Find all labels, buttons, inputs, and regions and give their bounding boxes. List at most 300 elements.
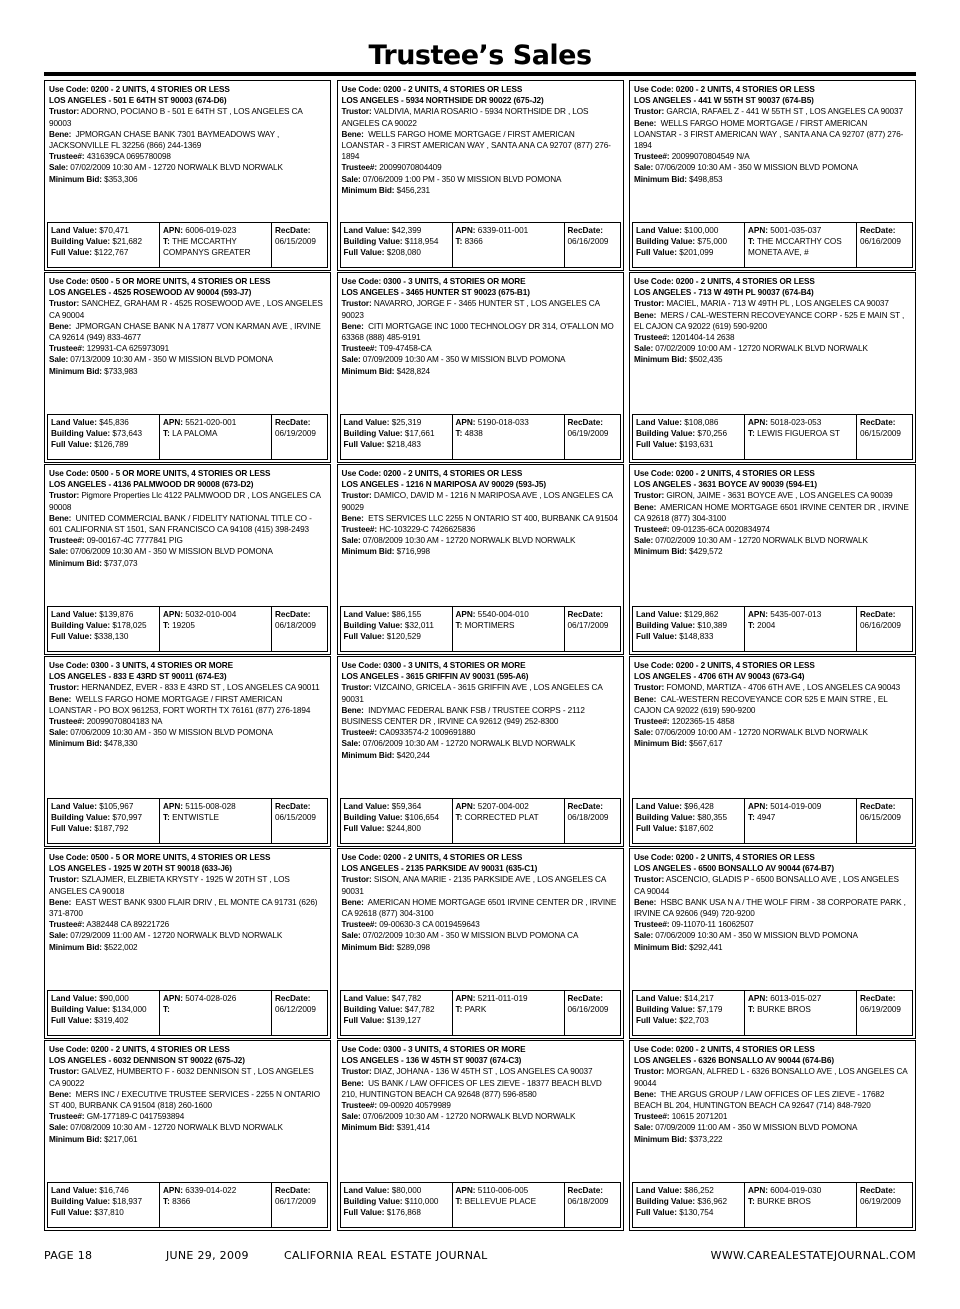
trustor-line bbox=[49, 1066, 326, 1088]
listing-values bbox=[632, 798, 913, 844]
full-label: Full Value: bbox=[636, 248, 677, 258]
land-label: Land Value: bbox=[51, 1186, 97, 1195]
apn-column bbox=[160, 799, 272, 843]
values-column bbox=[48, 415, 160, 459]
apn-label: APN: bbox=[748, 418, 769, 427]
listing-values bbox=[340, 1182, 621, 1228]
trustor-label: Trustor: bbox=[634, 299, 665, 309]
use-code-label: Use Code: bbox=[341, 853, 382, 862]
trustor-value: ADORNO, POCIANO B - 501 E 64TH ST , LOS ANGELES CA 90003 bbox=[49, 107, 303, 128]
sale-label: Sale: bbox=[634, 163, 654, 173]
trustee-line bbox=[634, 919, 911, 930]
listing-card bbox=[629, 80, 916, 271]
bene-line bbox=[342, 321, 619, 343]
t-value: THE MCCARTHY COMPANYS GREATER bbox=[163, 237, 251, 258]
bene-line bbox=[49, 1089, 326, 1111]
full-value: $193,631 bbox=[679, 440, 714, 450]
address-line bbox=[49, 95, 326, 106]
min-bid-value: $567,617 bbox=[689, 739, 723, 749]
use-code-value: 0200 - 2 UNITS, 4 STORIES OR LESS bbox=[675, 853, 815, 862]
trustee-label: Trustee#: bbox=[634, 1112, 670, 1122]
min-bid-value: $498,853 bbox=[689, 174, 723, 184]
use-code-value: 0300 - 3 UNITS, 4 STORIES OR MORE bbox=[383, 661, 526, 670]
bene-value: EAST WEST BANK 9300 FLAIR DRIV , EL MONTE CA 91731 (626) 371-8700 bbox=[49, 897, 318, 919]
apn-label: APN: bbox=[748, 610, 769, 619]
bene-label: Bene: bbox=[341, 897, 364, 907]
sale-line bbox=[49, 546, 326, 557]
full-value: $22,703 bbox=[679, 1016, 709, 1026]
values-column bbox=[341, 415, 453, 459]
apn-value: 5190-018-033 bbox=[477, 418, 529, 427]
listing-details bbox=[338, 465, 623, 606]
trustee-line bbox=[49, 716, 326, 727]
land-value: $96,428 bbox=[684, 802, 714, 811]
listing-values bbox=[632, 222, 913, 268]
land-label: Land Value: bbox=[636, 1186, 682, 1195]
apn-label: APN: bbox=[163, 226, 184, 235]
building-label: Building Value: bbox=[636, 1197, 696, 1207]
land-value: $25,319 bbox=[391, 418, 422, 427]
values-column bbox=[48, 607, 160, 651]
building-label: Building Value: bbox=[343, 429, 403, 439]
t-value: BURKE BROS bbox=[757, 1197, 811, 1207]
building-value: $70,256 bbox=[697, 429, 728, 439]
trustor-line bbox=[49, 106, 326, 128]
address-line bbox=[342, 863, 619, 874]
min-bid-label: Minimum Bid: bbox=[49, 1134, 102, 1144]
trustor-value: MACIEL, MARIA - 713 W 49TH PL , LOS ANGELES CA 90037 bbox=[666, 299, 889, 309]
trustor-value: VIZCAINO, GRICELA - 3615 GRIFFIN AVE , LOS ANGELES CA 90031 bbox=[341, 683, 603, 704]
full-label: Full Value: bbox=[636, 632, 677, 642]
t-label: T: bbox=[748, 1197, 755, 1207]
t-label: T: bbox=[455, 1197, 463, 1207]
listings-row bbox=[44, 272, 916, 463]
recdate-column bbox=[857, 607, 912, 651]
address-line bbox=[634, 863, 911, 874]
min-bid-line bbox=[634, 1134, 911, 1145]
use-code-value: 0200 - 2 UNITS, 4 STORIES OR LESS bbox=[383, 853, 523, 862]
values-column bbox=[633, 607, 745, 651]
bene-line bbox=[342, 129, 619, 163]
apn-column bbox=[160, 1183, 272, 1227]
sale-label: Sale: bbox=[634, 1123, 654, 1133]
land-label: Land Value: bbox=[343, 226, 390, 235]
land-value: $86,155 bbox=[391, 610, 422, 619]
listing-details bbox=[338, 849, 623, 990]
bene-value: MERS / CAL-WESTERN RECOVEYANCE CORP - 525 E MAIN ST , EL CAJON CA 92022 (619) 590-9200 bbox=[634, 310, 905, 331]
building-value: $106,654 bbox=[404, 813, 440, 823]
min-bid-value: $522,002 bbox=[104, 942, 138, 952]
use-code-value: 0500 - 5 OR MORE UNITS, 4 STORIES OR LESS bbox=[90, 469, 271, 478]
min-bid-label: Minimum Bid: bbox=[634, 739, 687, 749]
trustor-label: Trustor: bbox=[634, 491, 665, 501]
apn-label: APN: bbox=[455, 1186, 476, 1195]
bene-value: WELLS FARGO HOME MORTGAGE / FIRST AMERICAN LOANSTAR - 3 FIRST AMERICAN WAY , SANTA ANA CA 92707 (877) 276-1894 bbox=[634, 118, 904, 151]
bene-line bbox=[49, 321, 326, 343]
land-label: Land Value: bbox=[636, 802, 682, 811]
use-code-line bbox=[342, 276, 619, 287]
building-label: Building Value: bbox=[636, 237, 696, 247]
land-label: Land Value: bbox=[343, 610, 390, 619]
min-bid-value: $429,572 bbox=[689, 547, 723, 557]
apn-column bbox=[160, 991, 272, 1035]
apn-label: APN: bbox=[748, 994, 769, 1003]
t-label: T: bbox=[163, 429, 170, 439]
trustee-line bbox=[49, 535, 326, 546]
recdate-label: RecDate: bbox=[275, 1186, 311, 1195]
apn-value: 5074-028-026 bbox=[185, 994, 237, 1003]
sale-value: 07/06/2009 10:30 AM - 350 W MISSION BLVD POMONA bbox=[70, 547, 273, 557]
sale-value: 07/06/2009 10:30 AM - 350 W MISSION BLVD POMONA bbox=[655, 931, 858, 941]
trustee-line bbox=[342, 1100, 619, 1111]
sale-line bbox=[342, 1111, 619, 1122]
full-value: $120,529 bbox=[386, 632, 421, 642]
listing-card bbox=[629, 1040, 916, 1231]
use-code-value: 0200 - 2 UNITS, 4 STORIES OR LESS bbox=[675, 469, 815, 478]
building-value: $32,011 bbox=[404, 621, 434, 631]
sale-label: Sale: bbox=[634, 344, 654, 354]
trustor-value: DIAZ, JOHANA - 136 W 45TH ST , LOS ANGELES CA 90037 bbox=[373, 1067, 593, 1077]
land-value: $100,000 bbox=[684, 226, 719, 235]
sale-line bbox=[49, 727, 326, 738]
full-value: $218,483 bbox=[386, 440, 421, 450]
recdate-column bbox=[857, 223, 912, 267]
sale-line bbox=[634, 343, 911, 354]
building-label: Building Value: bbox=[636, 621, 696, 631]
listing-details bbox=[338, 1041, 623, 1182]
full-label: Full Value: bbox=[51, 632, 92, 642]
listing-card bbox=[337, 80, 624, 271]
t-value: LEWIS FIGUEROA ST bbox=[757, 429, 840, 439]
building-label: Building Value: bbox=[51, 621, 111, 631]
bene-value: ETS SERVICES LLC 2255 N ONTARIO ST 400, BURBANK CA 91504 bbox=[368, 513, 618, 523]
sale-line bbox=[49, 162, 326, 173]
address-value: LOS ANGELES - 1925 W 20TH ST 90018 (633-J6) bbox=[49, 864, 232, 874]
listing-card bbox=[629, 656, 916, 847]
recdate-column bbox=[565, 607, 620, 651]
recdate-label: RecDate: bbox=[860, 418, 896, 427]
trustor-line bbox=[49, 490, 326, 512]
values-column bbox=[48, 223, 160, 267]
min-bid-label: Minimum Bid: bbox=[634, 942, 687, 952]
min-bid-value: $456,231 bbox=[396, 185, 430, 195]
apn-value: 6006-019-023 bbox=[185, 226, 237, 235]
land-label: Land Value: bbox=[343, 802, 390, 811]
sale-value: 07/06/2009 10:30 AM - 12720 NORWALK BLVD NORWALK bbox=[362, 1112, 576, 1122]
min-bid-value: $420,244 bbox=[396, 750, 430, 760]
min-bid-line bbox=[634, 738, 911, 749]
recdate-label: RecDate: bbox=[275, 226, 311, 235]
trustor-value: GIRON, JAIME - 3631 BOYCE AVE , LOS ANGELES CA 90039 bbox=[666, 491, 893, 501]
trustee-line bbox=[634, 151, 911, 162]
recdate-label: RecDate: bbox=[275, 802, 311, 811]
min-bid-line bbox=[49, 558, 326, 569]
trustee-value: T09-47458-CA bbox=[379, 344, 432, 354]
min-bid-value: $373,222 bbox=[689, 1134, 723, 1144]
t-label: T: bbox=[748, 1005, 755, 1015]
bene-value: HSBC BANK USA N A / THE WOLF FIRM - 38 CORPORATE PARK , IRVINE CA 92606 (949) 720-9200 bbox=[634, 897, 906, 919]
listing-details bbox=[630, 273, 915, 414]
sale-line bbox=[634, 535, 911, 546]
recdate-column bbox=[272, 607, 327, 651]
bene-value: AMERICAN HOME MORTGAGE 6501 IRVINE CENTER DR , IRVINE CA 92618 (877) 304-3100 bbox=[341, 897, 617, 919]
full-label: Full Value: bbox=[51, 1016, 92, 1026]
use-code-line bbox=[634, 1044, 911, 1055]
bene-line bbox=[634, 694, 911, 716]
trustor-value: DAMICO, DAVID M - 1216 N MARIPOSA AVE , LOS ANGELES CA 90029 bbox=[341, 491, 613, 512]
min-bid-value: $289,098 bbox=[396, 942, 430, 952]
address-line bbox=[342, 287, 619, 298]
trustee-value: 09-01235-6CA 0020834974 bbox=[671, 525, 771, 535]
apn-label: APN: bbox=[455, 610, 476, 619]
listing-details bbox=[45, 657, 330, 798]
building-label: Building Value: bbox=[636, 1005, 696, 1015]
trustee-line bbox=[342, 162, 619, 173]
use-code-label: Use Code: bbox=[634, 853, 674, 862]
trustee-label: Trustee#: bbox=[634, 152, 670, 162]
sale-line bbox=[342, 930, 619, 941]
recdate-label: RecDate: bbox=[567, 1186, 603, 1195]
trustor-label: Trustor: bbox=[49, 299, 80, 309]
values-column bbox=[341, 991, 453, 1035]
recdate-value: 06/17/2009 bbox=[567, 621, 609, 631]
address-line bbox=[49, 479, 326, 490]
apn-value: 5001-035-037 bbox=[770, 226, 822, 235]
min-bid-line bbox=[342, 1122, 619, 1133]
address-value: LOS ANGELES - 2135 PARKSIDE AV 90031 (635-C1) bbox=[341, 864, 538, 874]
t-label: T: bbox=[455, 813, 463, 823]
address-value: LOS ANGELES - 3465 HUNTER ST 90023 (675-B1) bbox=[341, 288, 530, 298]
min-bid-value: $716,998 bbox=[396, 547, 430, 557]
recdate-label: RecDate: bbox=[860, 226, 896, 235]
use-code-line bbox=[49, 276, 326, 287]
sale-line bbox=[342, 174, 619, 185]
min-bid-line bbox=[49, 942, 326, 953]
land-value: $105,967 bbox=[99, 802, 134, 811]
full-value: $130,754 bbox=[679, 1208, 714, 1218]
full-label: Full Value: bbox=[51, 824, 92, 834]
use-code-label: Use Code: bbox=[341, 469, 382, 478]
sale-line bbox=[342, 354, 619, 365]
land-label: Land Value: bbox=[51, 802, 97, 811]
sale-label: Sale: bbox=[341, 739, 361, 749]
trustor-value: MORGAN, ALFRED L - 6326 BONSALLO AVE , LOS ANGELES CA 90044 bbox=[634, 1067, 908, 1088]
full-label: Full Value: bbox=[343, 824, 385, 834]
apn-column bbox=[453, 799, 565, 843]
recdate-column bbox=[272, 1183, 327, 1227]
trustor-value: Pigmore Properties Llc 4122 PALMWOOD DR , LOS ANGELES CA 90008 bbox=[49, 491, 321, 512]
use-code-label: Use Code: bbox=[634, 277, 674, 286]
min-bid-value: $217,061 bbox=[104, 1134, 138, 1144]
apn-label: APN: bbox=[455, 802, 476, 811]
bene-label: Bene: bbox=[634, 118, 657, 128]
recdate-column bbox=[857, 415, 912, 459]
trustor-line bbox=[634, 106, 911, 117]
full-value: $319,402 bbox=[94, 1016, 129, 1026]
bene-value: UNITED COMMERCIAL BANK / FIDELITY NATIONAL TITLE CO - 601 CALIFORNIA ST 1501, SAN FRANCISCO CA 94108 (415) 398-2493 bbox=[49, 513, 312, 535]
trustor-value: GALVEZ, HUMBERTO F - 6032 DENNISON ST , LOS ANGELES CA 90022 bbox=[49, 1067, 314, 1088]
sale-label: Sale: bbox=[49, 163, 69, 173]
apn-value: 5435-007-013 bbox=[770, 610, 822, 619]
building-label: Building Value: bbox=[343, 621, 403, 631]
trustor-line bbox=[49, 298, 326, 320]
building-value: $17,661 bbox=[404, 429, 435, 439]
full-value: $176,868 bbox=[386, 1208, 421, 1218]
land-value: $70,471 bbox=[99, 226, 129, 235]
apn-column bbox=[453, 415, 565, 459]
use-code-value: 0500 - 5 OR MORE UNITS, 4 STORIES OR LESS bbox=[90, 853, 271, 862]
address-line bbox=[342, 479, 619, 490]
full-label: Full Value: bbox=[636, 1208, 677, 1218]
sale-line bbox=[634, 162, 911, 173]
listing-values bbox=[340, 414, 621, 460]
use-code-label: Use Code: bbox=[634, 469, 674, 478]
listing-details bbox=[45, 81, 330, 222]
listing-values bbox=[632, 414, 913, 460]
values-column bbox=[341, 223, 453, 267]
t-label: T: bbox=[163, 813, 170, 823]
values-column bbox=[48, 991, 160, 1035]
use-code-label: Use Code: bbox=[341, 661, 382, 670]
listing-details bbox=[45, 849, 330, 990]
values-column bbox=[633, 799, 745, 843]
min-bid-label: Minimum Bid: bbox=[634, 547, 687, 557]
building-value: $18,937 bbox=[112, 1197, 143, 1207]
trustor-value: SISON, ANA MARIE - 2135 PARKSIDE AVE , LOS ANGELES CA 90031 bbox=[341, 875, 606, 896]
use-code-line bbox=[49, 468, 326, 479]
min-bid-label: Minimum Bid: bbox=[341, 185, 395, 195]
recdate-column bbox=[272, 799, 327, 843]
use-code-label: Use Code: bbox=[634, 85, 674, 94]
trustee-value: 09-00920 40579989 bbox=[379, 1101, 451, 1111]
recdate-column bbox=[565, 415, 620, 459]
bene-line bbox=[342, 897, 619, 919]
listing-values bbox=[340, 606, 621, 652]
use-code-value: 0300 - 3 UNITS, 4 STORIES OR MORE bbox=[383, 277, 526, 286]
building-value: $118,954 bbox=[404, 237, 439, 247]
bene-value: WELLS FARGO HOME MORTGAGE / FIRST AMERICAN LOANSTAR - PO BOX 961253, FORT WORTH TX 76161 (877) 276-1894 bbox=[49, 694, 311, 715]
bene-label: Bene: bbox=[341, 129, 364, 139]
listing-card bbox=[629, 848, 916, 1039]
sale-label: Sale: bbox=[341, 355, 361, 365]
address-line bbox=[49, 863, 326, 874]
trustee-value: 09-00630-3 CA 0019459643 bbox=[379, 920, 480, 930]
land-label: Land Value: bbox=[636, 994, 682, 1003]
listing-details bbox=[338, 657, 623, 798]
t-value: CORRECTED PLAT bbox=[464, 813, 539, 823]
sale-value: 07/02/2009 10:30 AM - 12720 NORWALK BLVD NORWALK bbox=[655, 536, 868, 546]
use-code-label: Use Code: bbox=[49, 661, 89, 670]
trustor-value: SANCHEZ, GRAHAM R - 4525 ROSEWOOD AVE , LOS ANGELES CA 90004 bbox=[49, 299, 323, 320]
t-label: T: bbox=[748, 621, 755, 631]
use-code-label: Use Code: bbox=[49, 853, 89, 862]
use-code-line bbox=[634, 660, 911, 671]
min-bid-line bbox=[634, 354, 911, 365]
use-code-value: 0300 - 3 UNITS, 4 STORIES OR MORE bbox=[383, 1045, 526, 1054]
listings-row bbox=[44, 656, 916, 847]
address-value: LOS ANGELES - 5934 NORTHSIDE DR 90022 (675-J2) bbox=[341, 96, 544, 106]
land-value: $59,364 bbox=[391, 802, 422, 811]
sale-label: Sale: bbox=[49, 1123, 69, 1133]
values-column bbox=[633, 223, 745, 267]
min-bid-label: Minimum Bid: bbox=[49, 366, 102, 376]
listing-values bbox=[47, 798, 328, 844]
min-bid-label: Minimum Bid: bbox=[634, 174, 687, 184]
trustor-line bbox=[49, 682, 326, 693]
bene-line bbox=[342, 705, 619, 727]
bene-value: CAL-WESTERN RECOVEYANCE COR 525 E MAIN STRE , EL CAJON CA 92022 (619) 590-9200 bbox=[634, 694, 888, 715]
listing-values bbox=[632, 606, 913, 652]
t-label: T: bbox=[163, 1005, 170, 1015]
full-label: Full Value: bbox=[343, 248, 385, 258]
land-label: Land Value: bbox=[343, 994, 390, 1003]
sale-line bbox=[634, 1122, 911, 1133]
listings-grid bbox=[44, 80, 916, 1232]
trustor-value: HERNANDEZ, EVER - 833 E 43RD ST , LOS ANGELES CA 90011 bbox=[81, 683, 320, 693]
recdate-label: RecDate: bbox=[860, 1186, 896, 1195]
listing-values bbox=[632, 1182, 913, 1228]
recdate-label: RecDate: bbox=[275, 418, 311, 427]
trustor-line bbox=[634, 1066, 911, 1088]
trustee-value: 20099070804549 N/A bbox=[671, 152, 750, 162]
building-label: Building Value: bbox=[636, 813, 696, 823]
land-label: Land Value: bbox=[51, 610, 97, 619]
trustor-label: Trustor: bbox=[634, 1067, 665, 1077]
listing-details bbox=[630, 465, 915, 606]
bene-value: US BANK / LAW OFFICES OF LES ZIEVE - 18377 BEACH BLVD 210, HUNTINGTON BEACH CA 92648 (877) 596-8580 bbox=[341, 1078, 602, 1099]
address-value: LOS ANGELES - 833 E 43RD ST 90011 (674-E3) bbox=[49, 672, 227, 682]
recdate-value: 06/19/2009 bbox=[860, 1005, 901, 1015]
recdate-value: 06/18/2009 bbox=[567, 1197, 609, 1207]
apn-column bbox=[745, 799, 857, 843]
recdate-value: 06/15/2009 bbox=[860, 429, 901, 439]
sale-value: 07/06/2009 10:30 AM - 350 W MISSION BLVD POMONA bbox=[655, 163, 858, 173]
apn-column bbox=[745, 1183, 857, 1227]
trustor-label: Trustor: bbox=[341, 491, 372, 501]
land-label: Land Value: bbox=[51, 418, 97, 427]
land-label: Land Value: bbox=[51, 994, 97, 1003]
trustor-line bbox=[342, 298, 619, 320]
apn-label: APN: bbox=[163, 802, 184, 811]
bene-line bbox=[49, 129, 326, 151]
use-code-line bbox=[634, 468, 911, 479]
full-label: Full Value: bbox=[343, 632, 385, 642]
full-label: Full Value: bbox=[636, 1016, 677, 1026]
recdate-value: 06/19/2009 bbox=[275, 429, 316, 439]
sale-value: 07/06/2009 10:30 AM - 12720 NORWALK BLVD NORWALK bbox=[362, 739, 576, 749]
trustor-value: VALDIVIA, MARIA ROSARIO - 5934 NORTHSIDE DR , LOS ANGELES CA 90022 bbox=[341, 107, 589, 128]
trustee-label: Trustee#: bbox=[49, 152, 85, 162]
recdate-value: 06/15/2009 bbox=[275, 237, 316, 247]
min-bid-value: $737,073 bbox=[104, 558, 138, 568]
trustor-value: ASCENCIO, GLADIS P - 6500 BONSALLO AVE , LOS ANGELES CA 90044 bbox=[634, 875, 899, 896]
listing-details bbox=[45, 465, 330, 606]
min-bid-label: Minimum Bid: bbox=[49, 739, 102, 749]
t-value: 2004 bbox=[757, 621, 776, 631]
listings-row bbox=[44, 848, 916, 1039]
trustee-value: 09-00167-4C 7777841 PIG bbox=[86, 536, 183, 546]
sale-label: Sale: bbox=[634, 536, 654, 546]
trustor-line bbox=[634, 298, 911, 309]
t-value: BURKE BROS bbox=[757, 1005, 811, 1015]
full-value: $338,130 bbox=[94, 632, 129, 642]
listing-values bbox=[47, 606, 328, 652]
building-label: Building Value: bbox=[51, 1005, 111, 1015]
sale-value: 07/08/2009 10:30 AM - 12720 NORWALK BLVD NORWALK bbox=[70, 1123, 283, 1133]
apn-value: 5207-004-002 bbox=[477, 802, 529, 811]
min-bid-line bbox=[342, 750, 619, 761]
sale-value: 07/09/2009 10:30 AM - 350 W MISSION BLVD POMONA bbox=[362, 355, 566, 365]
